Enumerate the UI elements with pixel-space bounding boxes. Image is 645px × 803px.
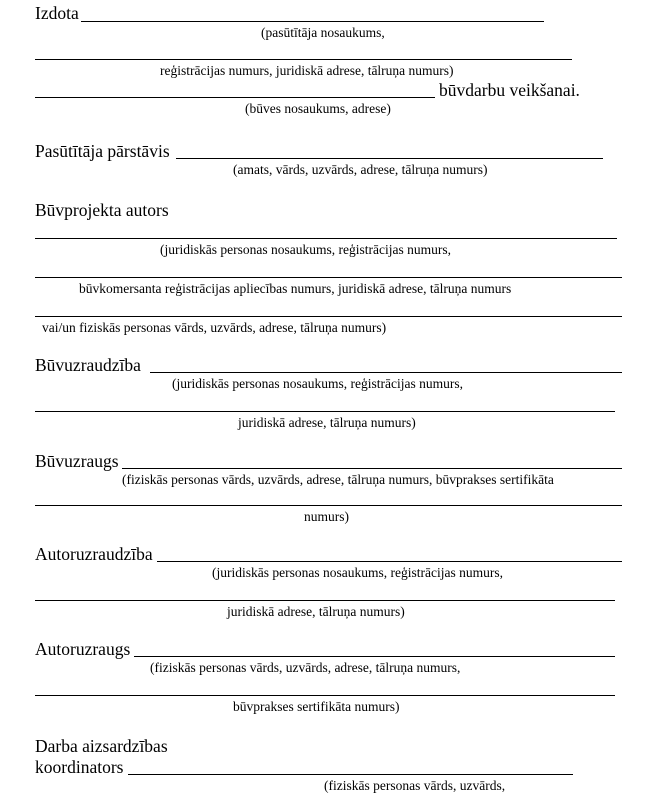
buvuzraugs-caption-2: numurs) xyxy=(304,509,349,524)
autoruzraudziba-label: Autoruzraudzība xyxy=(35,544,153,564)
autoruzraudziba-caption-1: (juridiskās personas nosaukums, reģistrācijas numurs, xyxy=(212,565,503,580)
pasutitaja-parstavis-line[interactable] xyxy=(176,158,603,159)
buvprojekta-autors-line-1[interactable] xyxy=(35,238,617,239)
buvuzraugs-caption-1: (fiziskās personas vārds, uzvārds, adrese, tālruņa numurs, būvprakses sertifikāta xyxy=(122,472,554,487)
autoruzraugs-caption-1: (fiziskās personas vārds, uzvārds, adrese, tālruņa numurs, xyxy=(150,660,461,675)
buvuzraugs-label: Būvuzraugs xyxy=(35,451,119,471)
autoruzraugs-label: Autoruzraugs xyxy=(35,639,131,659)
izdota-label: Izdota xyxy=(35,3,79,23)
izdota-caption-3: (būves nosaukums, adrese) xyxy=(245,101,391,116)
izdota-caption-2: reģistrācijas numurs, juridiskā adrese, tālruņa numurs) xyxy=(160,63,454,78)
autoruzraugs-line-2[interactable] xyxy=(35,695,615,696)
buvuzraudziba-line-1[interactable] xyxy=(150,372,622,373)
autoruzraudziba-line-2[interactable] xyxy=(35,600,615,601)
buvuzraugs-line-2[interactable] xyxy=(35,505,622,506)
autoruzraugs-caption-2: būvprakses sertifikāta numurs) xyxy=(233,699,400,714)
koordinators-label-1: Darba aizsardzības xyxy=(35,736,168,756)
buvprojekta-autors-caption-3: vai/un fiziskās personas vārds, uzvārds, adrese, tālruņa numurs) xyxy=(42,320,387,335)
koordinators-line[interactable] xyxy=(128,774,573,775)
buvprojekta-autors-label: Būvprojekta autors xyxy=(35,200,169,220)
izdota-line-1[interactable] xyxy=(81,21,544,22)
buvprojekta-autors-caption-2: būvkomersanta reģistrācijas apliecības numurs, juridiskā adrese, tālruņa numurs xyxy=(79,281,512,296)
buves-line[interactable] xyxy=(35,97,435,98)
buvuzraudziba-label: Būvuzraudzība xyxy=(35,355,141,375)
buvuzraugs-line-1[interactable] xyxy=(122,468,622,469)
izdota-suffix: būvdarbu veikšanai. xyxy=(439,80,580,100)
autoruzraudziba-line-1[interactable] xyxy=(157,561,622,562)
buvuzraudziba-line-2[interactable] xyxy=(35,411,615,412)
pasutitaja-parstavis-label: Pasūtītāja pārstāvis xyxy=(35,141,170,161)
autoruzraugs-line-1[interactable] xyxy=(134,656,615,657)
buvprojekta-autors-line-3[interactable] xyxy=(35,316,622,317)
buvprojekta-autors-caption-1: (juridiskās personas nosaukums, reģistrācijas numurs, xyxy=(160,242,451,257)
izdota-caption-1: (pasūtītāja nosaukums, xyxy=(261,25,385,40)
koordinators-label-2: koordinators xyxy=(35,757,124,777)
pasutitaja-parstavis-caption: (amats, vārds, uzvārds, adrese, tālruņa numurs) xyxy=(233,162,488,177)
buvuzraudziba-caption-2: juridiskā adrese, tālruņa numurs) xyxy=(238,415,416,430)
autoruzraudziba-caption-2: juridiskā adrese, tālruņa numurs) xyxy=(227,604,405,619)
koordinators-caption: (fiziskās personas vārds, uzvārds, xyxy=(324,778,506,793)
buvuzraudziba-caption-1: (juridiskās personas nosaukums, reģistrācijas numurs, xyxy=(172,376,463,391)
izdota-line-2[interactable] xyxy=(35,59,572,60)
buvprojekta-autors-line-2[interactable] xyxy=(35,277,622,278)
